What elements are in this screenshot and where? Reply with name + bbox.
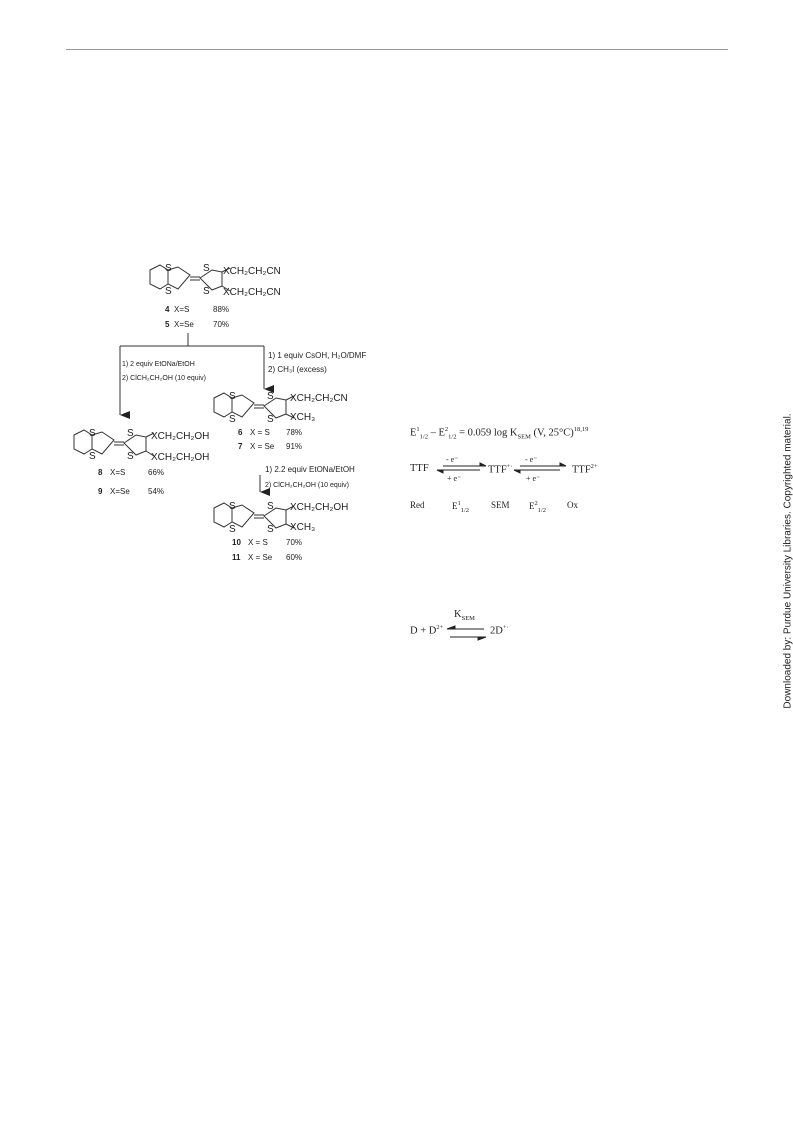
label-sem: SEM <box>491 500 510 510</box>
compound-number: 11 <box>232 553 241 562</box>
compound-yield: 78% <box>286 428 303 437</box>
atom-s: S <box>127 428 134 439</box>
condition-text: 2) ClCH₂CH₂OH (10 equiv) <box>122 375 207 382</box>
compound-yield: 70% <box>286 538 303 547</box>
atom-s: S <box>89 428 96 439</box>
substituent: XCH₂CH₂OH <box>290 502 349 513</box>
atom-s: S <box>127 451 134 462</box>
compound-number: 10 <box>232 538 241 547</box>
label-red: Red <box>410 500 425 510</box>
compound-x: X=S <box>174 305 190 314</box>
sem-equation: $E^1_{1/2} - E^2_{1/2} = 0.059$ $\log K_{SEM}$ (V, 25°C)$^{18,19}$ <box>410 426 589 441</box>
ttf-neutral: TTF <box>410 463 429 474</box>
compound-x: X = S <box>250 428 270 437</box>
compound-number: 7 <box>238 442 243 451</box>
condition-text: 2) CH₃I (excess) <box>268 365 327 374</box>
atom-s: S <box>229 414 236 425</box>
compound-yield: 54% <box>148 487 165 496</box>
condition-text: 1) 2 equiv EtONa/EtOH <box>122 361 195 368</box>
atom-s: S <box>165 286 172 297</box>
comprop-right: 2D+· <box>490 624 509 637</box>
compound-x: X=Se <box>110 487 130 496</box>
substituent: XCH₂CH₂OH <box>151 452 210 463</box>
compound-yield: 60% <box>286 553 303 562</box>
download-watermark: Downloaded by: Purdue University Libraries. Copyrighted material. <box>782 413 793 709</box>
reduction-label: + e⁻ <box>447 474 462 483</box>
atom-s: S <box>267 524 274 535</box>
compound-yield: 88% <box>213 305 230 314</box>
ttf-dication: $TTF^{2+}$ <box>572 463 598 476</box>
compound-x: X = S <box>248 538 268 547</box>
substituent: XCH₂CH₂CN <box>223 266 281 277</box>
compound-x: X = Se <box>248 553 273 562</box>
substituent: XCH₃ <box>290 522 316 533</box>
ttf-radical-cation: TTF+· <box>488 463 513 476</box>
atom-s: S <box>267 501 274 512</box>
oxidation-label: - e⁻ <box>525 455 538 464</box>
atom-s: S <box>229 391 236 402</box>
atom-s: S <box>267 391 274 402</box>
ksem-label: $K_{SEM}$ <box>454 609 475 623</box>
label-e2: $E^2_{1/2}$ <box>529 500 547 514</box>
oxidation-label: - e⁻ <box>446 455 459 464</box>
compound-x: X = Se <box>250 442 275 451</box>
comprop-left: $D + D^{2+}$ <box>410 624 444 637</box>
atom-s: S <box>203 286 210 297</box>
compound-yield: 70% <box>213 320 230 329</box>
substituent: XCH₂CH₂OH <box>151 431 210 442</box>
condition-text: 1) 1 equiv CsOH, H₂O/DMF <box>268 351 367 360</box>
compound-yield: 91% <box>286 442 303 451</box>
atom-s: S <box>229 524 236 535</box>
compound-number: 8 <box>98 468 103 477</box>
atom-s: S <box>229 501 236 512</box>
condition-text: 2) ClCH₂CH₂OH (10 equiv) <box>265 482 350 489</box>
substituent: XCH₂CH₂CN <box>290 393 348 404</box>
substituent: XCH₂CH₂CN <box>223 287 281 298</box>
compound-yield: 66% <box>148 468 165 477</box>
compound-number: 4 <box>165 305 170 314</box>
atom-s: S <box>89 451 96 462</box>
label-e1: $E^1_{1/2}$ <box>452 500 470 514</box>
atom-s: S <box>165 263 172 274</box>
atom-s: S <box>267 414 274 425</box>
compound-number: 5 <box>165 320 170 329</box>
condition-text: 1) 2.2 equiv EtONa/EtOH <box>265 465 355 474</box>
compound-x: X=S <box>110 468 126 477</box>
compound-number: 6 <box>238 428 243 437</box>
reduction-label: + e⁻ <box>526 474 541 483</box>
substituent: XCH₃ <box>290 412 316 423</box>
label-ox: Ox <box>567 500 578 510</box>
compound-number: 9 <box>98 487 103 496</box>
atom-s: S <box>203 263 210 274</box>
compound-x: X=Se <box>174 320 194 329</box>
